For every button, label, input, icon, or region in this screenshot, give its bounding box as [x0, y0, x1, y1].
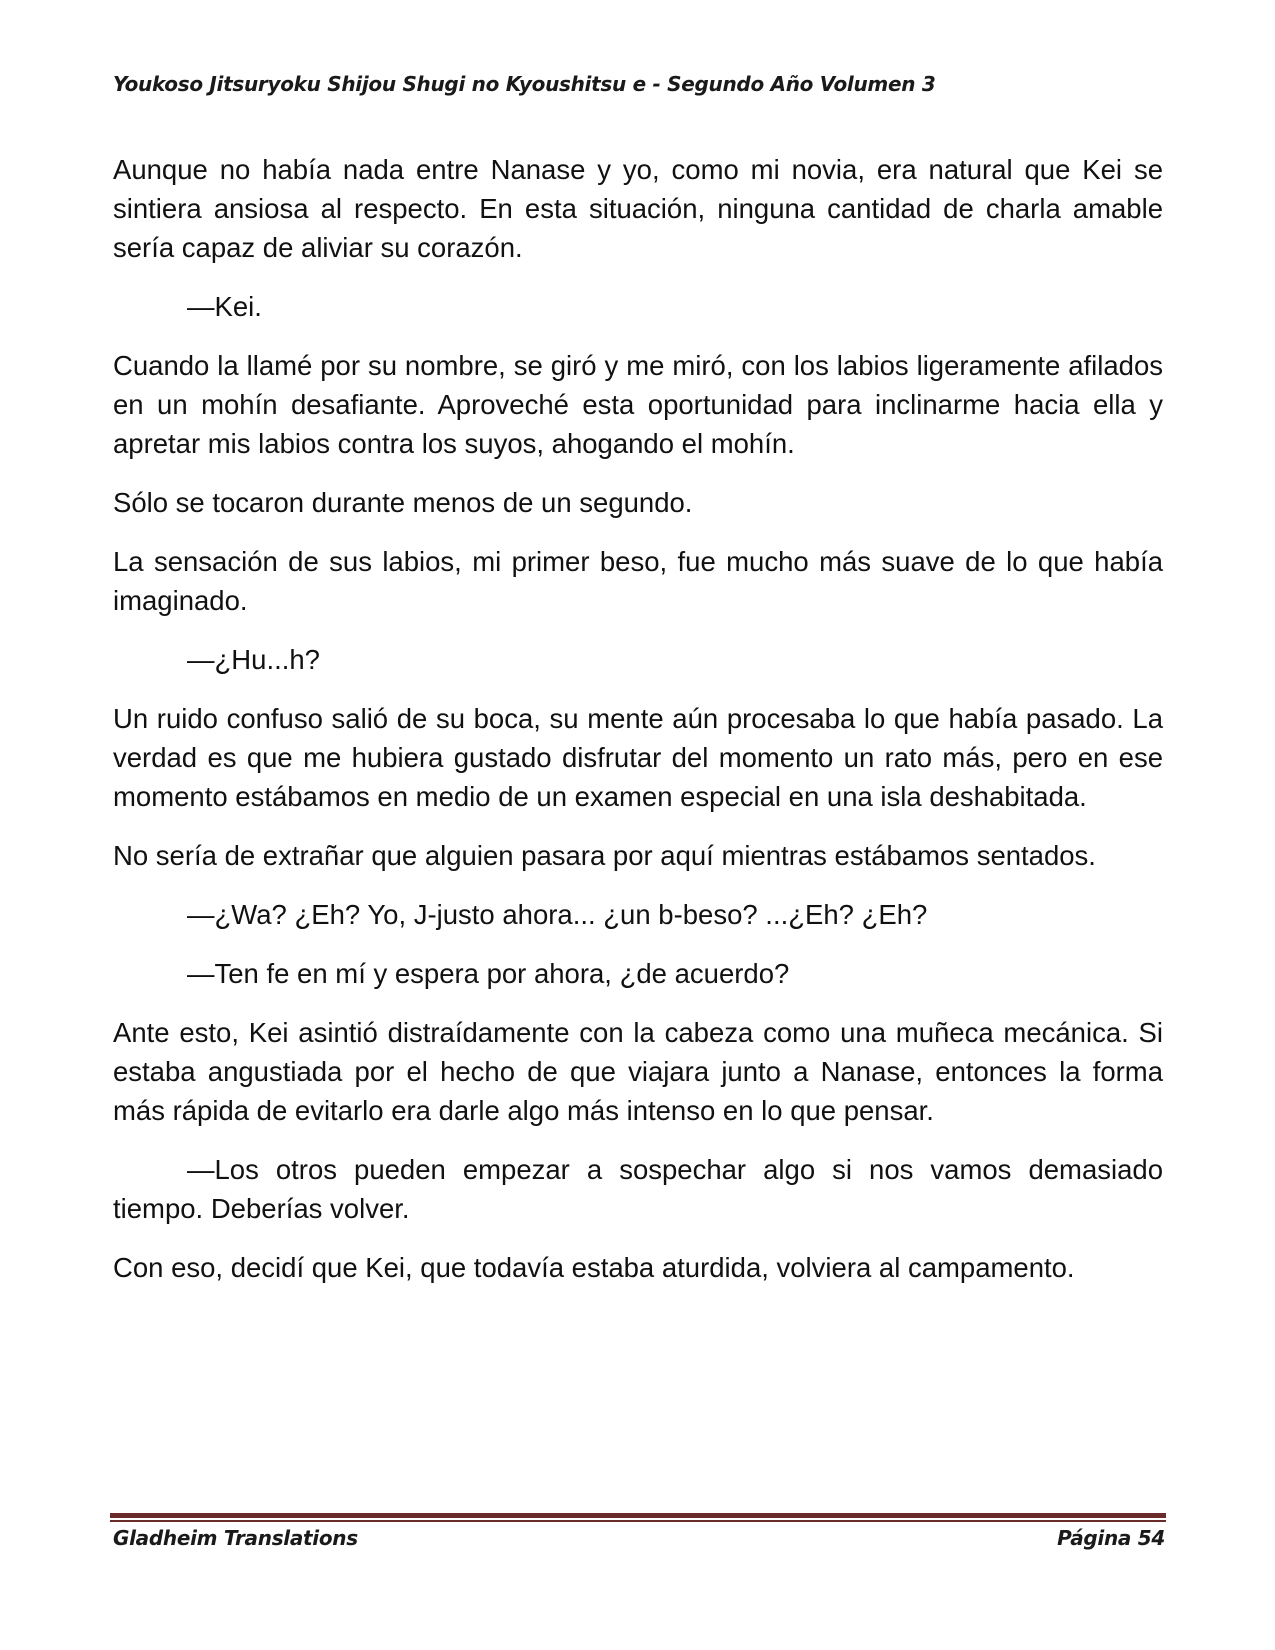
paragraph: Cuando la llamé por su nombre, se giró y me miró, con los labios ligeramente afilados en un mohín desafiante. Aproveché esta oportunidad para inclinarme hacia ella y apretar mis labios contra los suyos, ahogando el mohín.: [113, 350, 1163, 459]
body-text: [113, 150, 1163, 1307]
paragraph: La sensación de sus labios, mi primer beso, fue mucho más suave de lo que había imaginado.: [113, 546, 1163, 616]
footer-divider-thick-line: [110, 1513, 1166, 1518]
paragraph: Un ruido confuso salió de su boca, su mente aún procesaba lo que había pasado. La verdad es que me hubiera gustado disfrutar del momento un rato más, pero en ese momento estábamos en medio de un examen especial en una isla deshabitada.: [113, 703, 1163, 812]
footer-divider: [110, 1513, 1166, 1522]
footer-divider-thin-line: [110, 1520, 1166, 1522]
paragraph: Con eso, decidí que Kei, que todavía estaba aturdida, volviera al campamento.: [113, 1252, 1075, 1283]
paragraph: Ante esto, Kei asintió distraídamente con la cabeza como una muñeca mecánica. Si estaba angustiada por el hecho de que viajara junto a Nanase, entonces la forma más rápida de evitarlo era darle algo más intenso en lo que pensar.: [113, 1017, 1163, 1126]
paragraph: Aunque no había nada entre Nanase y yo, como mi novia, era natural que Kei se sintiera ansiosa al respecto. En esta situación, ninguna cantidad de charla amable sería capaz de aliviar su corazón.: [113, 154, 1163, 263]
paragraph: Sólo se tocaron durante menos de un segundo.: [113, 487, 693, 518]
page-number: Página 54: [1057, 1526, 1165, 1550]
dialogue-paragraph: —¿Wa? ¿Eh? Yo, J-justo ahora... ¿un b-beso? ...¿Eh? ¿Eh?: [187, 899, 928, 930]
dialogue-paragraph: —Kei.: [187, 291, 262, 322]
paragraph: No sería de extrañar que alguien pasara por aquí mientras estábamos sentados.: [113, 840, 1096, 871]
footer-publisher: Gladheim Translations: [113, 1526, 358, 1550]
dialogue-paragraph: —¿Hu...h?: [187, 644, 320, 675]
running-header: Youkoso Jitsuryoku Shijou Shugi no Kyoushitsu e - Segundo Año Volumen 3: [113, 72, 936, 96]
dialogue-paragraph: —Ten fe en mí y espera por ahora, ¿de acuerdo?: [187, 958, 790, 989]
dialogue-paragraph: —Los otros pueden empezar a sospechar algo si nos vamos demasiado tiempo. Deberías volver.: [113, 1154, 1163, 1224]
